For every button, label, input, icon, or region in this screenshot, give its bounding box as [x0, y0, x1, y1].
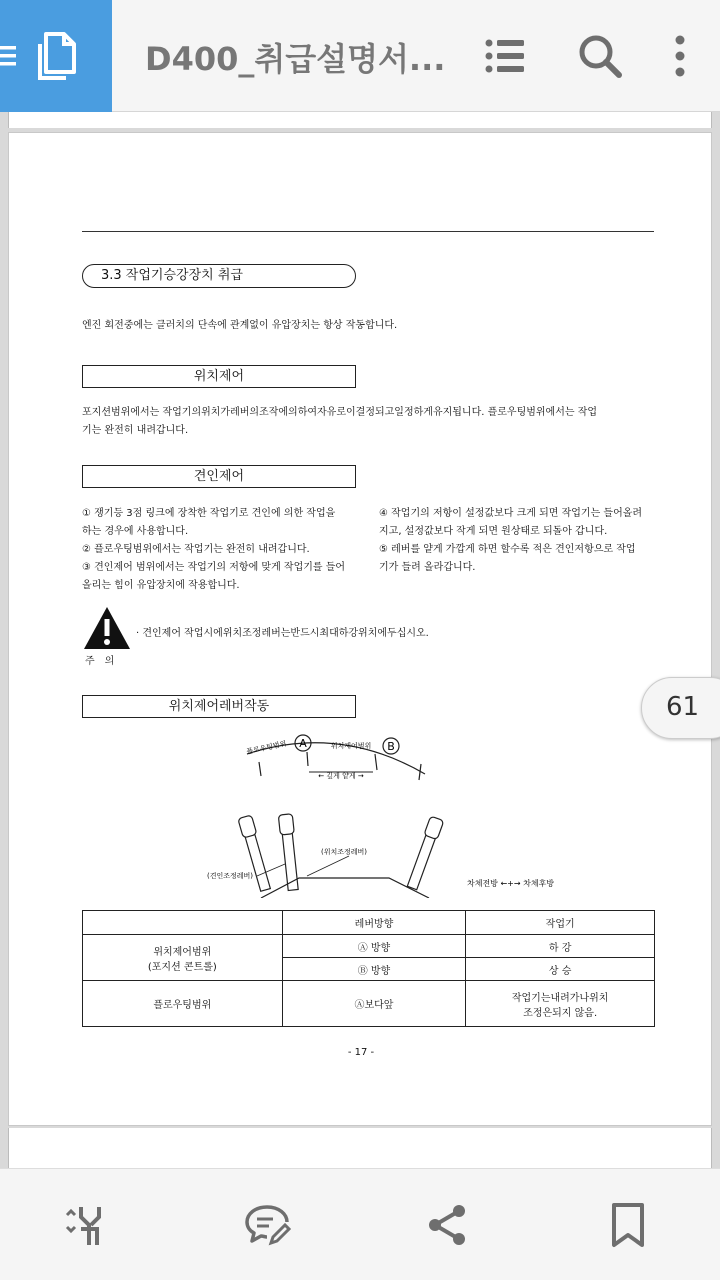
- lever-diagram: [189, 728, 589, 898]
- label-floating-range: 플로우팅범위: [245, 739, 288, 756]
- next-page-edge: [8, 1128, 712, 1168]
- list-icon[interactable]: [480, 30, 532, 82]
- position-control-label: (포지션 콘트롤): [147, 961, 217, 973]
- page-indicator-number: 61: [666, 692, 700, 722]
- table-row-position-label: [83, 935, 283, 981]
- draft-left-3: ② 플로우팅범위에서는 작업기는 완전히 내려갑니다.: [82, 544, 310, 555]
- label-direction: 차체전방 ←+→ 차체후방: [467, 879, 555, 888]
- caution-label: 주의: [85, 656, 125, 667]
- label-deep-shallow: ← 깊게 얕게 →: [318, 772, 364, 780]
- position-control-title: 위치제어: [82, 365, 356, 388]
- label-a: A: [299, 737, 307, 750]
- document-title: D400_취급설명서...: [145, 40, 446, 78]
- page-indicator[interactable]: [641, 677, 720, 739]
- menu-icon: [0, 44, 18, 68]
- draft-right-1: ④ 작업기의 저항이 설정값보다 크게 되면 작업기는 들어올려: [379, 508, 643, 519]
- label-b: B: [387, 740, 395, 753]
- bottom-toolbar: [0, 1168, 720, 1280]
- warning-icon: [82, 605, 132, 651]
- label-position-lever: (위치조정레버): [321, 848, 368, 856]
- floating-note-line-2: 조정은되지 않음.: [523, 1007, 598, 1019]
- position-control-text-1: 포지션범위에서는 작업기의위치가레버의조작에의하여자유로이결정되고일정하게유지됩니다. 플로우팅범위에서는 작업: [82, 407, 598, 418]
- table-header-implement: 작업기: [466, 911, 655, 935]
- caution-text: · 견인제어 작업시에위치조정레버는반드시최대하강위치에두십시오.: [136, 628, 429, 639]
- document-icon: [36, 32, 78, 80]
- previous-page-edge: [8, 112, 712, 128]
- table-cell-ahead-of-a: Ⓐ보다앞: [282, 981, 466, 1027]
- lever-table: [82, 910, 655, 1027]
- table-cell-b-direction: Ⓑ 방향: [282, 958, 466, 981]
- table-cell-lower: 하 강: [466, 935, 655, 958]
- draft-right-4: 기가 들려 올라갑니다.: [379, 562, 476, 573]
- fit-page-icon[interactable]: [63, 1201, 111, 1249]
- table-header-direction: 레버방향: [282, 911, 466, 935]
- draft-control-title: 견인제어: [82, 465, 356, 488]
- draft-left-2: 하는 경우에 사용합니다.: [82, 526, 189, 537]
- intro-text: 엔진 회전중에는 클러치의 단속에 관계없이 유압장치는 항상 작동합니다.: [82, 320, 398, 331]
- floating-note-line-1: 작업기는내려가나위치: [511, 992, 609, 1004]
- more-vert-icon[interactable]: [654, 30, 706, 82]
- draft-right-2: 지고, 설정값보다 작게 되면 원상태로 되돌아 갑니다.: [379, 526, 608, 537]
- position-control-text-2: 기는 완전히 내려갑니다.: [82, 425, 189, 436]
- share-icon[interactable]: [423, 1201, 471, 1249]
- table-cell-floating-note: [466, 981, 655, 1027]
- draft-left-1: ① 쟁기등 3점 링크에 장착한 작업기로 견인에 의한 작업을: [82, 508, 336, 519]
- draft-right-3: ⑤ 레버를 얕게 가깝게 하면 할수록 적은 견인저항으로 작업: [379, 544, 636, 555]
- menu-button[interactable]: [0, 0, 112, 112]
- page-number: - 17 -: [347, 1047, 375, 1058]
- document-page[interactable]: [8, 132, 712, 1126]
- position-range-label: 위치제어범위: [153, 946, 212, 958]
- comment-edit-icon[interactable]: [243, 1201, 291, 1249]
- search-icon[interactable]: [574, 30, 626, 82]
- top-app-bar: [0, 0, 720, 112]
- label-position-range: 위치제어범위: [330, 742, 372, 750]
- bookmark-icon[interactable]: [604, 1201, 652, 1249]
- draft-left-4: ③ 견인제어 범위에서는 작업기의 저항에 맞게 작업기를 들어: [82, 562, 346, 573]
- lever-operation-title: 위치제어레버작동: [82, 695, 356, 718]
- section-title: 3.3 작업기승강장치 취급: [82, 264, 356, 288]
- table-cell-floating: 플로우팅범위: [83, 981, 283, 1027]
- table-cell-a-direction: Ⓐ 방향: [282, 935, 466, 958]
- draft-left-5: 올리는 힘이 유압장치에 작용합니다.: [82, 580, 240, 591]
- label-draft-lever: (견인조정레버): [207, 872, 254, 880]
- table-header-empty: [83, 911, 283, 935]
- table-cell-raise: 상 승: [466, 958, 655, 981]
- header-rule: [82, 231, 654, 232]
